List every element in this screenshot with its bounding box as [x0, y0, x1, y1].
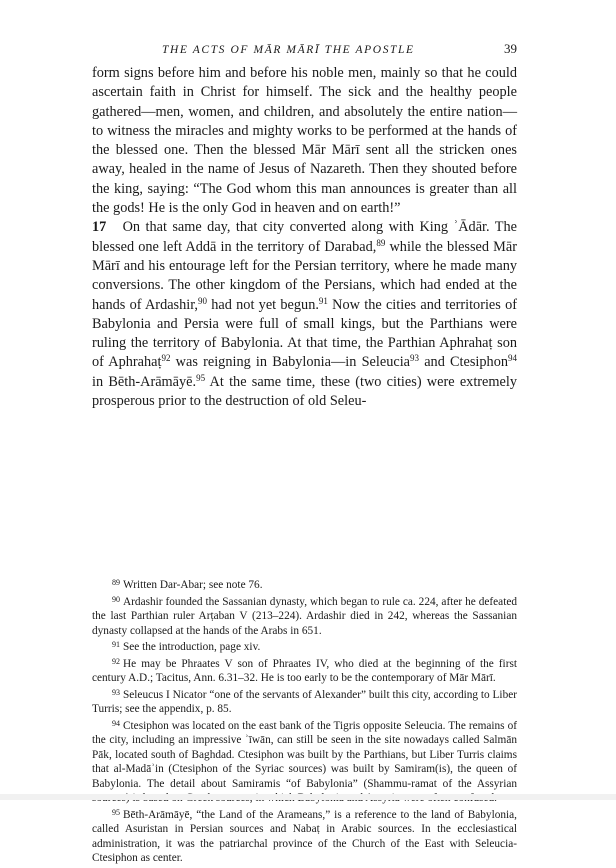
running-title: THE ACTS OF MĀR MĀRĪ THE APOSTLE [162, 44, 415, 56]
footnote-text: Seleucus I Nicator “one of the servants of Alexander” built this city, according to Liber Turris; see the appendix, p. 85. [92, 688, 517, 715]
footnote-number: 90 [112, 594, 120, 604]
footnote-text: See the introduction, page xiv. [123, 641, 261, 653]
text-run: At the same time, these (two cities) were extremely prosperous prior to the destruction of old Seleu- [92, 373, 517, 410]
running-head [92, 41, 517, 57]
paragraph-section-17 [92, 218, 517, 411]
footnote-text: Bēth-Arāmāyē, “the Land of the Arameans,” is a reference to the land of Babylonia, called Asuristan in Persian sources and Nabaṭ in Arabic sources. In the ecclesiastical administration, it was the patriarchal province of the Church of the East with Seleucia-Ctesiphon as center. [92, 808, 517, 864]
footnote-text: Ardashir founded the Sassanian dynasty, which began to rule ca. 224, after he defeated the last Parthian ruler Arṭaban V (213–224). Ardashir died in 242, whereas the Sassanian dynasty collapsed at the hands of the Arabs in 651. [92, 595, 517, 637]
footnote [92, 808, 517, 866]
footnote-number: 94 [112, 718, 120, 728]
footnote [92, 688, 517, 717]
footnote [92, 640, 517, 655]
text-run: while the blessed Mār Mārī and his entourage left for the Persian territory, where he made many conversions. The other kingdom of the Persians, which had ended at the hands of Ardashir, [92, 238, 518, 313]
footnote-text: He may be Phraates V son of Phraates IV, who died at the beginning of the first century A.D.; Tacitus, Ann. 6.31–32. He is too early to be the contemporary of Mār Mārī. [92, 657, 517, 684]
footnote-number: 89 [112, 578, 120, 587]
footnote [92, 657, 517, 686]
footnote [92, 578, 517, 593]
footnotes [92, 578, 517, 868]
footnote-ref[interactable]: 94 [508, 353, 518, 364]
footnote-text: Written Dar-Abar; see note 76. [123, 579, 263, 591]
footnote [92, 595, 517, 639]
text-run: had not yet begun. [207, 296, 319, 313]
footnote-number: 92 [112, 656, 120, 666]
footnote-number: 93 [112, 687, 120, 697]
footnote-number: 95 [112, 807, 120, 817]
footnote-ref[interactable]: 91 [318, 295, 328, 306]
footnote-number: 91 [112, 640, 120, 649]
footnote-ref[interactable]: 90 [198, 295, 208, 306]
paragraph-continued: form signs before him and before his noble men, mainly so that he could ascertain faith in Christ for himself. The sick and the healthy people gathered—men, women, and children, and absolutely the entire nation—to witness the miracles and mighty works to be performed at the hands of the blessed one. Then the blessed Mār Mārī sent all the stricken ones away, healed in the name of Jesus of Nazareth. Then they shouted before the king, saying: “The God whom this man announces is greater than all the gods! He is the only God in heaven and on earth!” [92, 65, 517, 217]
footnote-ref[interactable]: 89 [376, 237, 386, 248]
footnote-ref[interactable]: 93 [410, 353, 420, 364]
page-number: 39 [504, 41, 517, 56]
section-number: 17 [92, 219, 107, 236]
footnote-ref[interactable]: 95 [196, 372, 206, 383]
footnote-ref[interactable]: 92 [161, 353, 171, 364]
text-run: On that same day, that city converted along with King ʾĀdār. The blessed one left Addā in the territory of Darabad, [92, 219, 517, 255]
footnote [92, 719, 517, 806]
text-run: Now the cities and territories of Babylonia and Persia were full of small kings, but the Parthians were ruling the territory of Babylonia. At that time, the Parthian Aphrahaṭ son of Aphrahaṭ [92, 296, 517, 371]
page-bottom-edge [0, 794, 616, 800]
text-run: was reigning in Babylonia—in Seleucia [170, 354, 411, 371]
footnote-text: Ctesiphon was located on the east bank of the Tigris opposite Seleucia. The remains of the city, including an impressive ʾīwān, can still be seen in the site nowadays called Salmān Pāk, located south of Baghdad. Ctesiphon was built by the Parthians, but Liber Turris claims that al-Madāʾin (Ctesiphon of the Syriac sources) was built by Samiram(is), the queen of Babylonia. The detail about Samiramis “of Babylonia” (Shammu-ramat of the Assyrian [92, 719, 517, 790]
text-run: and Ctesiphon [419, 354, 509, 371]
main-text [92, 64, 517, 411]
text-run: in Bēth-Arāmāyē. [92, 373, 197, 390]
